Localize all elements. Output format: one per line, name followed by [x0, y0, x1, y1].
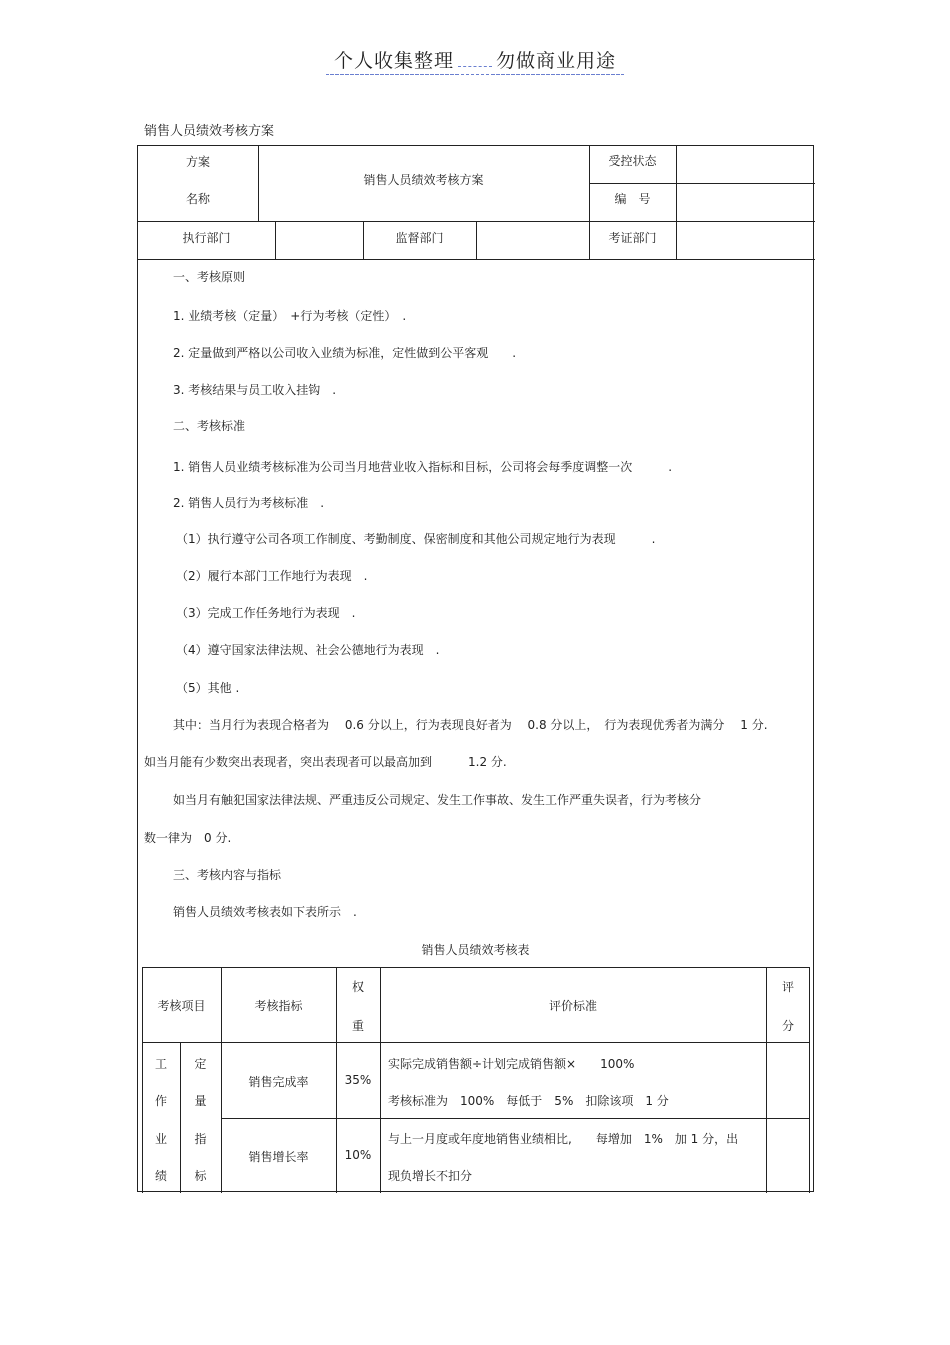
header-weight-2: 重	[351, 1019, 364, 1033]
header-criteria: 评价标准	[548, 999, 597, 1013]
body-line: 销售人员绩效考核表如下表所示 .	[173, 905, 357, 919]
body-line: 1. 业绩考核（定量） +行为考核（定性） .	[173, 309, 407, 323]
header-score-2: 分	[781, 1019, 794, 1033]
body-line: 2. 定量做到严格以公司收入业绩为标准，定性做到公平客观 .	[173, 346, 517, 360]
section-1-heading: 一、考核原则	[173, 270, 246, 284]
row-weight: 35%	[344, 1073, 372, 1087]
row-criteria-line1: 实际完成销售额÷计划完成销售额× 100%	[388, 1057, 635, 1071]
number-label: 编 号	[614, 192, 651, 206]
perf-table	[142, 967, 810, 1193]
subcategory-char: 量	[194, 1094, 207, 1108]
section-2-heading: 二、考核标准	[173, 419, 246, 433]
category-char: 业	[154, 1132, 167, 1146]
category-char: 绩	[154, 1169, 167, 1183]
body-line: 数一律为 0 分.	[144, 831, 232, 845]
body-line: 其中：当月行为表现合格者为 0.6 分以上，行为表现良好者为 0.8 分以上， 行为表现优秀者为满分 1 分.	[173, 718, 768, 732]
subcategory-char: 标	[194, 1169, 207, 1183]
header-left-text: 个人收集整理	[330, 50, 458, 75]
body-line: 1. 销售人员业绩考核标准为公司当月地营业收入指标和目标，公司将会每季度调整一次 .	[173, 460, 673, 474]
supervise-dept-label: 监督部门	[395, 231, 444, 245]
plan-label-line1: 方案	[185, 155, 210, 169]
perf-table-caption: 销售人员绩效考核表	[421, 943, 530, 957]
row-indicator: 销售完成率	[248, 1075, 309, 1089]
body-line: 3. 考核结果与员工收入挂钩 .	[173, 383, 337, 397]
page-header	[0, 46, 950, 73]
verify-dept-label: 考证部门	[608, 231, 657, 245]
subcategory-char: 定	[194, 1057, 207, 1071]
subcategory-char: 指	[194, 1132, 207, 1146]
header-right-text: 勿做商业用途	[492, 50, 620, 75]
category-char: 作	[154, 1094, 167, 1108]
plan-label-line2: 名称	[185, 192, 210, 206]
body-line: （4）遵守国家法律法规、社会公德地行为表现 .	[176, 643, 440, 657]
body-line: 如当月有触犯国家法律法规、严重违反公司规定、发生工作事故、发生工作严重失误者，行为考核分	[173, 793, 702, 807]
row-indicator: 销售增长率	[248, 1150, 309, 1164]
body-line: （3）完成工作任务地行为表现 .	[176, 606, 356, 620]
row-criteria-line2: 现负增长不扣分	[388, 1169, 473, 1183]
body-line: （5）其他 .	[176, 681, 240, 695]
plan-name-value: 销售人员绩效考核方案	[363, 173, 484, 187]
document-title: 销售人员绩效考核方案	[144, 124, 275, 139]
controlled-status-label: 受控状态	[608, 154, 657, 168]
row-criteria-line2: 考核标准为 100% 每低于 5% 扣除该项 1 分	[388, 1094, 669, 1108]
body-line: 如当月能有少数突出表现者，突出表现者可以最高加到 1.2 分.	[144, 755, 507, 769]
header-score-1: 评	[781, 980, 794, 994]
section-3-heading: 三、考核内容与指标	[173, 868, 282, 882]
exec-dept-label: 执行部门	[182, 231, 231, 245]
category-char: 工	[154, 1057, 167, 1071]
row-criteria-line1: 与上一月度或年度地销售业绩相比, 每增加 1% 加 1 分，出	[388, 1132, 739, 1146]
row-weight: 10%	[344, 1148, 372, 1162]
header-weight-1: 权	[351, 980, 364, 994]
header-item: 考核项目	[157, 999, 206, 1013]
body-line: 2. 销售人员行为考核标准 .	[173, 496, 325, 510]
body-line: （1）执行遵守公司各项工作制度、考勤制度、保密制度和其他公司规定地行为表现 .	[176, 532, 656, 546]
header-indicator: 考核指标	[254, 999, 303, 1013]
body-line: （2）履行本部门工作地行为表现 .	[176, 569, 368, 583]
